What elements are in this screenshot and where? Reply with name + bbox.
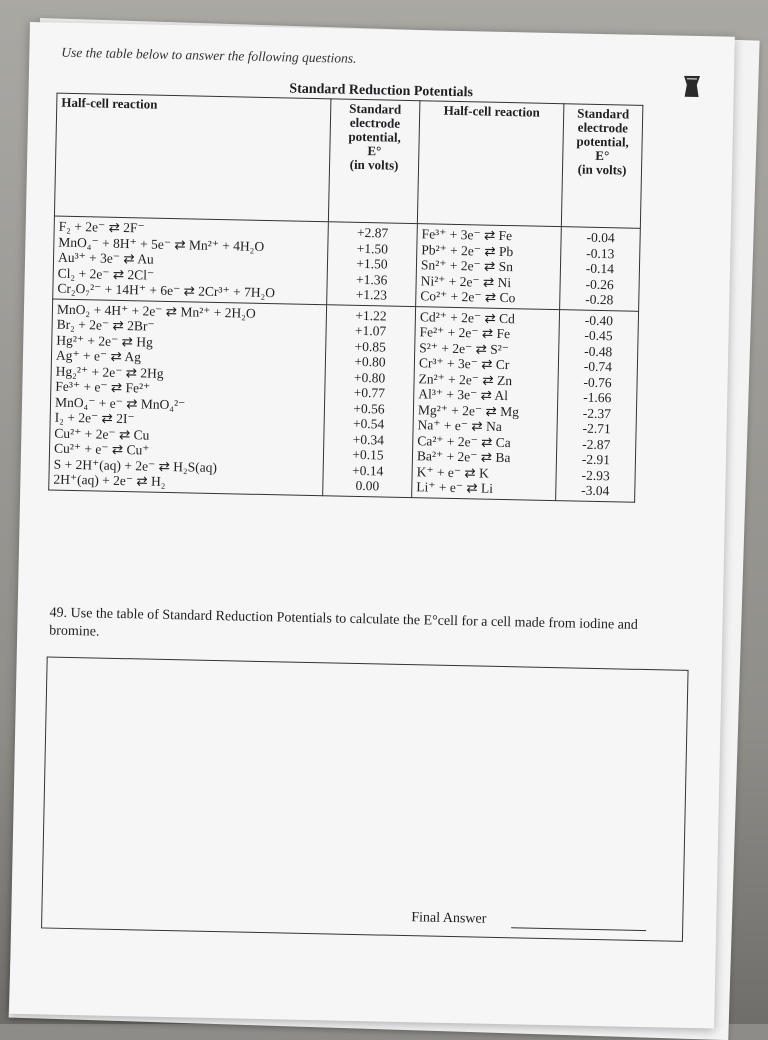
left-potentials-block-2: +1.22 +1.07 +0.85 +0.80 +0.80 +0.77 +0.56 +0.54 +0.34 +0.15 +0.14 0.00 <box>323 304 416 497</box>
instruction-text: Use the table below to answer the following questions. <box>61 44 357 66</box>
right-reactions-block-2: Cd²⁺ + 2e⁻ ⇄ Cd Fe²⁺ + 2e⁻ ⇄ Fe S²⁺ + 2e⁻ ⇄ S²⁻ Cr³⁺ + 3e⁻ ⇄ Cr Zn²⁺ + 2e⁻ ⇄ Zn Al³⁺ + 3e⁻ ⇄ Al Mg²⁺ + 2e⁻ ⇄ Mg Na⁺ + e⁻ ⇄ Na Ca²⁺ + 2e⁻ ⇄ Ca Ba²⁺ + 2e⁻ ⇄ Ba K⁺ + e⁻ ⇄ K Li⁺ + e⁻ ⇄ Li <box>412 306 560 500</box>
right-reactions-block-1: Fe³⁺ + 3e⁻ ⇄ Fe Pb²⁺ + 2e⁻ ⇄ Pb Sn²⁺ + 2e⁻ ⇄ Sn Ni²⁺ + 2e⁻ ⇄ Ni Co²⁺ + 2e⁻ ⇄ Co <box>416 224 562 309</box>
header-half-cell-right: Half-cell reaction <box>417 101 564 227</box>
worksheet-page <box>9 22 735 1029</box>
header-potential-right: Standard electrode potential, E° (in volts) <box>561 104 643 229</box>
answer-box[interactable] <box>41 656 689 941</box>
left-reactions-block-1: F₂ + 2e⁻ ⇄ 2F⁻ MnO₄⁻ + 8H⁺ + 5e⁻ ⇄ Mn²⁺ + 4H₂O Au³⁺ + 3e⁻ ⇄ Au Cl₂ + 2e⁻ ⇄ 2Cl⁻ Cr₂O₇²⁻ + 14H⁺ + 6e⁻ ⇄ 2Cr³⁺ + 7H₂O <box>53 216 329 304</box>
reduction-potentials-table <box>48 93 643 503</box>
question-49 <box>49 605 690 654</box>
right-potentials-block-1: -0.04 -0.13 -0.14 -0.26 -0.28 <box>560 227 641 311</box>
left-potentials-block-1: +2.87 +1.50 +1.50 +1.36 +1.23 <box>327 222 418 306</box>
table-title: Standard Reduction Potentials <box>289 81 474 101</box>
header-half-cell-left: Half-cell reaction <box>54 93 331 222</box>
right-potentials-block-2: -0.40 -0.45 -0.48 -0.74 -0.76 -1.66 -2.37 -2.71 -2.87 -2.91 -2.93 -3.04 <box>556 309 639 502</box>
left-reactions-block-2: MnO₂ + 4H⁺ + 2e⁻ ⇄ Mn²⁺ + 2H₂O Br₂ + 2e⁻ ⇄ 2Br⁻ Hg²⁺ + 2e⁻ ⇄ Hg Ag⁺ + e⁻ ⇄ Ag Hg₂²⁺ + 2e⁻ ⇄ 2Hg Fe³⁺ + e⁻ ⇄ Fe²⁺ MnO₄⁻ + e⁻ ⇄ MnO₄²⁻ I₂ + 2e⁻ ⇄ 2I⁻ Cu²⁺ + 2e⁻ ⇄ Cu Cu²⁺ + e⁻ ⇄ Cu⁺ S + 2H⁺(aq) + 2e⁻ ⇄ H₂S(aq) 2H⁺(aq) + 2e⁻ ⇄ H₂ <box>49 299 327 496</box>
header-potential-left: Standard electrode potential, E° (in volts) <box>328 99 420 224</box>
final-answer-label: Final Answer <box>411 910 487 927</box>
question-number: 49. <box>49 605 68 621</box>
question-text: Use the table of Standard Reduction Potentials to calculate the E°cell for a cell made from iodine and bromine. <box>49 605 639 640</box>
